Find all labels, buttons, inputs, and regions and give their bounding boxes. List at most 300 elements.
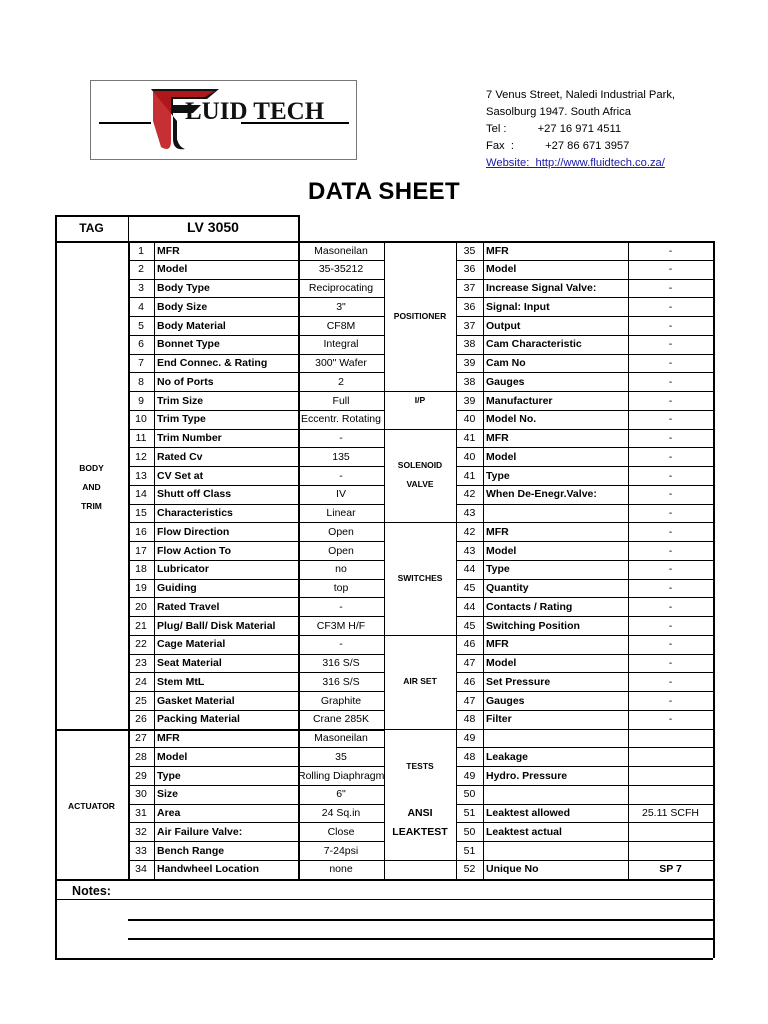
row-line (128, 691, 384, 692)
row-number-right: 49 (463, 769, 476, 782)
notes-header-line (55, 899, 713, 900)
row-line (456, 335, 713, 336)
field-label-right: Type (486, 563, 510, 576)
fax-number: +27 86 671 3957 (545, 140, 630, 152)
field-value: 35-35212 (318, 263, 364, 276)
notes-line (128, 938, 713, 940)
row-number: 11 (135, 432, 147, 444)
field-value-right: - (668, 300, 673, 313)
col-line (298, 241, 300, 879)
field-value-right: - (668, 600, 673, 613)
positioner-section-label (384, 307, 456, 326)
row-line (128, 429, 384, 430)
field-label: Characteristics (157, 507, 233, 519)
field-value: Integral (323, 338, 359, 351)
actuator-label-line: ACTUATOR (68, 801, 115, 811)
field-value: 3" (336, 300, 346, 313)
field-label: Packing Material (157, 713, 240, 726)
row-number-right: 36 (463, 300, 476, 313)
row-line (128, 522, 384, 523)
field-value-right: - (668, 338, 673, 351)
body-and-trim-label-line: TRIM (81, 501, 102, 512)
website-link[interactable]: Website: http://www.fluidtech.co.za/ (486, 157, 665, 169)
row-number: 18 (135, 563, 147, 576)
field-label-right: Model (486, 263, 517, 276)
field-label-right: Signal: Input (486, 300, 550, 313)
field-value: 135 (332, 450, 350, 463)
col-line (456, 241, 457, 879)
row-line (128, 297, 384, 298)
field-value-right: - (668, 394, 673, 407)
field-value-right: - (668, 263, 673, 276)
field-value-right: - (668, 413, 673, 426)
row-number-right: 47 (463, 694, 476, 707)
row-number-right: 46 (463, 675, 476, 688)
row-line (128, 766, 384, 767)
field-label: No of Ports (157, 375, 214, 388)
table-left-border (55, 215, 57, 958)
field-label-right: Hydro. Pressure (486, 769, 568, 782)
col-line (128, 241, 130, 879)
row-line (456, 372, 713, 373)
field-label-right: Model (486, 450, 517, 463)
row-line (128, 354, 384, 355)
field-value: IV (336, 488, 346, 501)
col-line (628, 241, 629, 879)
field-value: 300" Wafer (315, 357, 367, 369)
document-title: DATA SHEET (308, 178, 460, 205)
field-label-right: Model (486, 657, 517, 669)
row-number-right: 50 (463, 825, 476, 838)
field-value: - (339, 432, 343, 444)
row-line (128, 504, 384, 505)
field-value: 24 Sq.in (321, 807, 361, 819)
row-number-right: 37 (463, 319, 476, 332)
field-value: Linear (326, 507, 356, 519)
field-label: Bonnet Type (157, 338, 220, 351)
svg-text:LUID TECH: LUID TECH (185, 98, 325, 125)
solenoid-valve-section-label-line: SOLENOID (397, 460, 443, 471)
field-value-right: - (668, 525, 673, 538)
field-label-right: Output (486, 319, 521, 332)
row-line (456, 410, 713, 411)
section-divider (384, 729, 456, 730)
ansi-leaktest-section-label (384, 804, 456, 842)
field-value: - (339, 638, 343, 651)
field-label: Body Material (157, 319, 226, 332)
field-label: Trim Type (157, 413, 206, 426)
row-line (456, 691, 713, 692)
row-number: 20 (135, 600, 147, 613)
row-line (128, 372, 384, 373)
tests-section-label-line: TESTS (406, 760, 434, 771)
field-label: Flow Direction (157, 525, 230, 538)
row-line (456, 541, 713, 542)
row-number: 28 (135, 750, 147, 763)
row-line (456, 522, 713, 523)
air-set-section-label (384, 672, 456, 691)
field-value-right: - (668, 282, 673, 294)
field-label-right: Contacts / Rating (486, 600, 573, 613)
field-label: Stem MtL (157, 675, 205, 688)
row-number: 5 (138, 319, 144, 332)
field-label: Gasket Material (157, 694, 235, 707)
row-number: 26 (135, 713, 147, 726)
tel-number: +27 16 971 4511 (537, 123, 622, 135)
field-label: CV Set at (157, 469, 204, 482)
field-value-right: - (668, 244, 673, 257)
row-number: 34 (135, 863, 147, 876)
row-number-right: 38 (463, 338, 476, 351)
row-number: 7 (138, 357, 144, 369)
field-value: Rolling Diaphragm (298, 769, 385, 782)
section-divider (384, 860, 456, 861)
body-and-trim-label-line: AND (82, 482, 101, 493)
row-line (128, 672, 384, 673)
row-number-right: 37 (463, 282, 476, 294)
field-value-right: - (668, 488, 673, 501)
row-line (128, 597, 384, 598)
row-line (128, 654, 384, 655)
field-label: Flow Action To (157, 544, 232, 557)
field-value: CF8M (326, 319, 356, 332)
row-line (128, 466, 384, 467)
row-number-right: 35 (463, 244, 476, 257)
row-line (456, 466, 713, 467)
field-value-right: - (668, 657, 673, 669)
row-number: 24 (135, 675, 147, 688)
row-line (456, 822, 713, 823)
row-line (456, 710, 713, 711)
switches-section-label-line: SWITCHES (397, 573, 443, 583)
row-line (456, 316, 713, 317)
field-value-right: - (668, 357, 673, 369)
grid-bottom (55, 879, 713, 881)
row-number: 12 (135, 450, 147, 463)
row-line (456, 672, 713, 673)
field-value-right: - (668, 450, 673, 463)
field-label-right: MFR (486, 244, 509, 257)
solenoid-valve-section-label (384, 456, 456, 494)
row-number: 32 (135, 825, 147, 838)
row-line (128, 316, 384, 317)
row-line (128, 260, 384, 261)
table-right-border (713, 241, 715, 958)
row-line (456, 635, 713, 636)
field-label: Body Type (157, 282, 210, 294)
row-line (128, 579, 384, 580)
field-value: Full (332, 394, 350, 407)
field-value-right: SP 7 (659, 863, 682, 876)
field-label-right: Gauges (486, 694, 525, 707)
field-label-right: Model No. (486, 413, 537, 426)
section-divider (384, 635, 456, 636)
field-label-right: Leaktest actual (486, 825, 562, 838)
col-line (483, 241, 484, 879)
row-number-right: 41 (463, 432, 476, 444)
field-label: Seat Material (157, 657, 222, 669)
row-number-right: 51 (463, 844, 476, 857)
row-number-right: 45 (463, 619, 476, 632)
row-line (456, 729, 713, 730)
field-label-right: Gauges (486, 375, 525, 388)
row-number-right: 48 (463, 713, 476, 726)
row-line (128, 747, 384, 748)
row-line (456, 841, 713, 842)
row-line (128, 279, 384, 280)
row-line (456, 297, 713, 298)
field-label: Type (157, 769, 181, 782)
field-label: End Connec. & Rating (157, 357, 268, 369)
field-label-right: Quantity (486, 582, 529, 594)
field-label: Model (157, 263, 188, 276)
row-line (128, 635, 384, 636)
field-value: 316 S/S (322, 675, 360, 688)
tag-value: LV 3050 (187, 219, 239, 235)
row-number-right: 44 (463, 563, 476, 576)
field-value: 2 (338, 375, 344, 388)
row-line (456, 279, 713, 280)
notes-bottom-border (55, 958, 713, 960)
row-line (456, 447, 713, 448)
row-line (456, 579, 713, 580)
row-number-right: 44 (463, 600, 476, 613)
row-line (456, 860, 713, 861)
row-number: 22 (135, 638, 147, 651)
field-value: 7-24psi (323, 844, 359, 857)
row-number-right: 42 (463, 525, 476, 538)
row-line (128, 335, 384, 336)
field-value-right: - (668, 544, 673, 557)
field-label-right: MFR (486, 432, 509, 444)
field-value: CF3M H/F (316, 619, 366, 632)
field-value-right: - (668, 713, 673, 726)
row-number: 2 (138, 263, 144, 276)
row-line (456, 260, 713, 261)
row-line (128, 785, 384, 786)
body-and-trim-label-line: BODY (79, 463, 104, 474)
row-number: 15 (135, 507, 147, 519)
row-line (456, 766, 713, 767)
row-number-right: 50 (463, 788, 476, 801)
field-label: Air Failure Valve: (157, 825, 243, 838)
row-number-right: 40 (463, 450, 476, 463)
field-label: MFR (157, 244, 180, 257)
row-line (128, 447, 384, 448)
row-line (128, 391, 384, 392)
field-label: Body Size (157, 300, 208, 313)
tag-row-top (55, 215, 298, 217)
section-divider (384, 522, 456, 523)
field-label-right: Cam No (486, 357, 526, 369)
field-label-right: Cam Characteristic (486, 338, 582, 351)
field-label-right: When De-Enegr.Valve: (486, 488, 597, 501)
tag-label: TAG (79, 221, 104, 235)
tel-label: Tel : (486, 123, 507, 135)
field-value-right: - (668, 619, 673, 632)
field-value: Reciprocating (308, 282, 374, 294)
field-value-right: - (668, 375, 673, 388)
notes-line (128, 919, 713, 921)
field-label: Lubricator (157, 563, 209, 576)
row-number: 1 (138, 244, 144, 257)
row-line (456, 354, 713, 355)
field-label: Cage Material (157, 638, 226, 651)
field-label: Plug/ Ball/ Disk Material (157, 619, 276, 632)
row-number: 13 (135, 469, 147, 482)
actuator-label (55, 797, 128, 816)
row-number: 17 (135, 544, 147, 557)
row-line (456, 785, 713, 786)
row-number-right: 51 (463, 807, 476, 819)
row-number: 29 (135, 769, 147, 782)
field-value: none (329, 863, 353, 876)
row-number-right: 47 (463, 657, 476, 669)
field-label: Rated Cv (157, 450, 203, 463)
switches-section-label (384, 569, 456, 588)
field-value: no (335, 563, 347, 576)
ip-section-label-line: I/P (414, 394, 426, 405)
field-label-right: Switching Position (486, 619, 580, 632)
ansi-leaktest-section-label-line: ANSI (407, 806, 433, 819)
field-value-right: - (668, 675, 673, 688)
row-number: 9 (138, 394, 144, 407)
row-line (456, 747, 713, 748)
field-value: - (339, 600, 343, 613)
field-value: Crane 285K (312, 713, 370, 726)
row-line (128, 541, 384, 542)
group-divider (55, 729, 384, 731)
row-number: 25 (135, 694, 147, 707)
field-label: Size (157, 788, 179, 801)
field-label: Shutt off Class (157, 488, 232, 501)
address-line-2: Sasolburg 1947. South Africa (486, 106, 631, 118)
field-value-right: - (668, 432, 673, 444)
row-number-right: 48 (463, 750, 476, 763)
field-value-right: - (668, 507, 673, 519)
row-line (456, 391, 713, 392)
row-line (128, 804, 384, 805)
section-divider (384, 429, 456, 430)
field-value: - (339, 469, 343, 482)
col-line (154, 241, 155, 879)
field-label-right: Model (486, 544, 517, 557)
row-number-right: 43 (463, 544, 476, 557)
row-line (128, 560, 384, 561)
field-value-right: - (668, 694, 673, 707)
field-label-right: MFR (486, 525, 509, 538)
row-number: 4 (138, 300, 144, 313)
row-number-right: 42 (463, 488, 476, 501)
field-value: Masoneilan (314, 732, 368, 744)
row-line (128, 485, 384, 486)
row-line (456, 429, 713, 430)
field-label-right: Type (486, 469, 510, 482)
row-line (128, 410, 384, 411)
field-label-right: Unique No (486, 863, 539, 876)
row-line (128, 860, 384, 861)
row-number-right: 39 (463, 357, 476, 369)
field-value-right: - (668, 563, 673, 576)
col-line (384, 241, 385, 879)
row-line (456, 804, 713, 805)
field-value: Open (328, 544, 354, 557)
row-line (128, 710, 384, 711)
notes-label: Notes: (72, 883, 111, 898)
positioner-section-label-line: POSITIONER (393, 310, 447, 321)
row-number-right: 38 (463, 375, 476, 388)
row-number-right: 46 (463, 638, 476, 651)
row-line (456, 654, 713, 655)
field-value: 6" (336, 788, 346, 801)
field-label-right: Manufacturer (486, 394, 553, 407)
row-line (456, 504, 713, 505)
row-line (128, 616, 384, 617)
field-value: 35 (335, 750, 347, 763)
field-value-right: - (668, 319, 673, 332)
row-number: 27 (135, 732, 147, 744)
row-number-right: 49 (463, 732, 476, 744)
row-line (456, 485, 713, 486)
field-label: Trim Size (157, 394, 204, 407)
row-number-right: 36 (463, 263, 476, 276)
field-value: Eccentr. Rotating (301, 413, 381, 426)
row-number: 31 (135, 807, 147, 819)
row-number: 8 (138, 375, 144, 388)
field-label-right: Leakage (486, 750, 529, 763)
row-number: 6 (138, 338, 144, 351)
row-number-right: 40 (463, 413, 476, 426)
field-value: Open (328, 525, 354, 538)
row-line (456, 616, 713, 617)
row-number-right: 39 (463, 394, 476, 407)
row-number: 16 (135, 525, 147, 538)
row-number-right: 52 (463, 863, 476, 876)
row-number: 30 (135, 788, 147, 801)
field-label-right: Increase Signal Valve: (486, 282, 597, 294)
field-label: Bench Range (157, 844, 225, 857)
field-label: Guiding (157, 582, 197, 594)
field-label: Model (157, 750, 188, 763)
solenoid-valve-section-label-line: VALVE (406, 479, 434, 490)
row-number: 33 (135, 844, 147, 857)
row-number: 3 (138, 282, 144, 294)
field-value-right: - (668, 582, 673, 594)
field-label: MFR (157, 732, 180, 744)
row-number-right: 45 (463, 582, 476, 594)
row-line (128, 841, 384, 842)
tests-section-label (384, 757, 456, 776)
row-number: 10 (135, 413, 147, 426)
field-value: Close (327, 825, 355, 838)
field-value-right: 25.11 SCFH (642, 807, 699, 819)
fax-label: Fax : (486, 140, 514, 152)
field-label-right: Filter (486, 713, 512, 726)
field-label: Handwheel Location (157, 863, 260, 876)
field-label: Area (157, 807, 181, 819)
row-line (128, 822, 384, 823)
field-value: Graphite (320, 694, 362, 707)
row-line (456, 597, 713, 598)
field-label: Trim Number (157, 432, 222, 444)
body-and-trim-label (55, 459, 128, 516)
field-label-right: MFR (486, 638, 509, 651)
field-value-right: - (668, 469, 673, 482)
field-label: Rated Travel (157, 600, 220, 613)
field-value: top (333, 582, 349, 594)
ip-section-label (384, 391, 456, 410)
row-number-right: 41 (463, 469, 476, 482)
